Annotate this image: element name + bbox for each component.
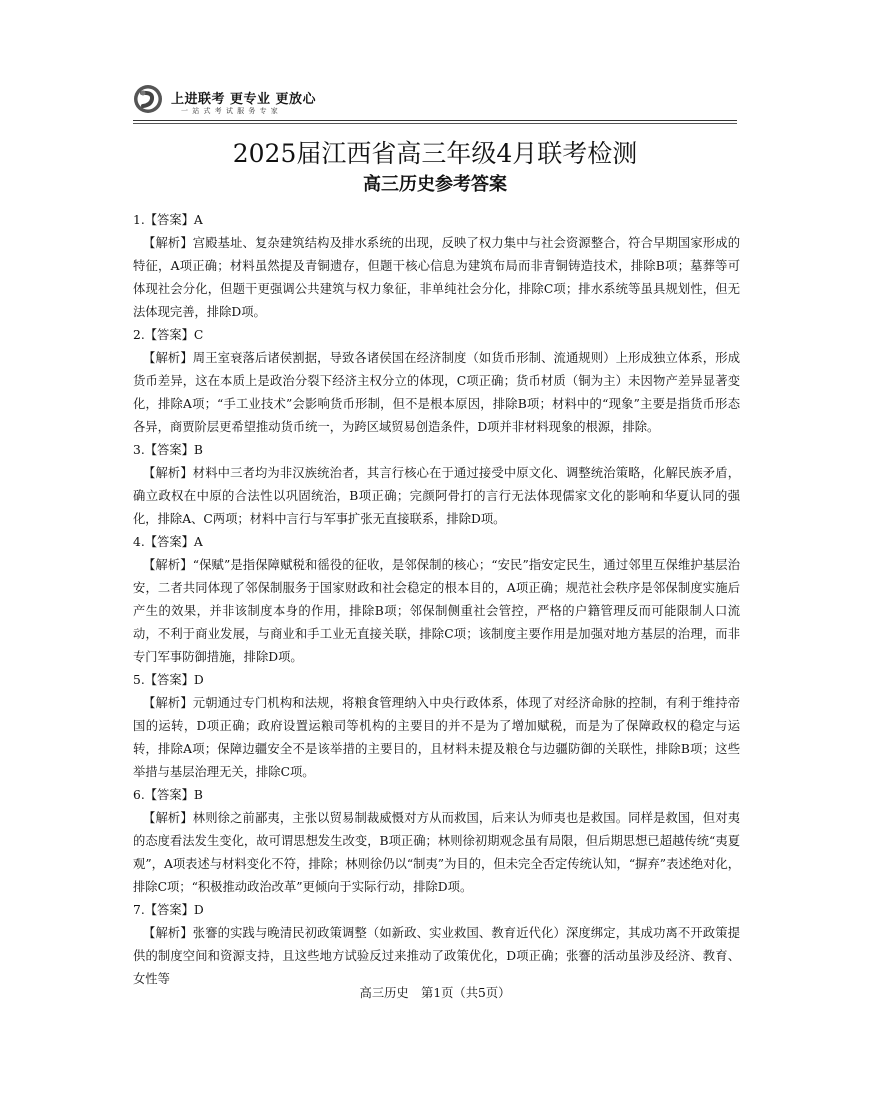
answer-line: 1.【答案】A	[133, 213, 203, 227]
question-item	[133, 784, 740, 899]
explanation: 【解析】宫殿基址、复杂建筑结构及排水系统的出现，反映了权力集中与社会资源整合，符合早期国家形成的特征，A项正确；材料虽然提及青铜遗存，但题干核心信息为建筑布局而非青铜铸造技术，排除B项；墓葬等可体现社会分化，但题干更强调公共建筑与权力象征，非单纯社会分化，排除C项；排水系统等虽具规划性，但无法体现完善，排除D项。	[133, 236, 740, 319]
page-title: 2025届江西省高三年级4月联考检测	[232, 139, 638, 168]
explanation: 【解析】元朝通过专门机构和法规，将粮食管理纳入中央行政体系，体现了对经济命脉的控制，有利于维持帝国的运转，D项正确；政府设置运粮司等机构的主要目的并不是为了增加赋税，而是为了保障政权的稳定与运转，排除A项；保障边疆安全不是该举措的主要目的，且材料未提及粮仓与边疆防御的关联性，排除B项；这些举措与基层治理无关，排除C项。	[133, 696, 740, 779]
question-item	[133, 439, 740, 531]
explanation: 【解析】“保赋”是指保障赋税和徭役的征收，是邻保制的核心；“安民”指安定民生，通过邻里互保维护基层治安，二者共同体现了邻保制服务于国家财政和社会稳定的根本目的，A项正确；规范社会秩序是邻保制度实施后产生的效果，并非该制度本身的作用，排除B项；邻保制侧重社会管控，严格的户籍管理反而可能限制人口流动，不利于商业发展，与商业和手工业无直接关联，排除C项；该制度主要作用是加强对地方基层的治理，而非专门军事防御措施，排除D项。	[133, 558, 740, 664]
brand-logo-icon	[133, 84, 163, 114]
explanation: 【解析】张謇的实践与晚清民初政策调整（如新政、实业救国、教育近代化）深度绑定，其成功离不开政策提供的制度空间和资源支持，且这些地方试验反过来推动了政策优化，D项正确；张謇的活动虽涉及经济、教育、女性等	[133, 926, 740, 986]
answer-line: 6.【答案】B	[133, 788, 203, 802]
answer-line: 7.【答案】D	[133, 903, 204, 917]
answer-line: 4.【答案】A	[133, 535, 203, 549]
answer-line: 2.【答案】C	[133, 328, 204, 342]
brand-slogan: 一 站 式 考 试 服 务 专 家	[181, 107, 279, 115]
question-item	[133, 669, 740, 784]
question-item	[133, 531, 740, 669]
explanation: 【解析】周王室衰落后诸侯割据，导致各诸侯国在经济制度（如货币形制、流通规则）上形成独立体系，形成货币差异，这在本质上是政治分裂下经济主权分立的体现，C项正确；货币材质（铜为主）未因物产差异显著变化，排除A项；“手工业技术”会影响货币形制，但不是根本原因，排除B项；材料中的“现象”主要是指货币形态各异，商贾阶层更希望推动货币统一，为跨区域贸易创造条件，D项并非材料现象的根源，排除。	[133, 351, 740, 434]
question-item	[133, 209, 740, 324]
header-banner	[133, 82, 733, 122]
question-item	[133, 324, 740, 439]
page-footer: 高三历史 第1页（共5页）	[359, 986, 511, 1000]
explanation: 【解析】材料中三者均为非汉族统治者，其言行核心在于通过接受中原文化、调整统治策略，化解民族矛盾，确立政权在中原的合法性以巩固统治，B项正确；完颜阿骨打的言行无法体现儒家文化的影响和华夏认同的强化，排除A、C两项；材料中言行与军事扩张无直接联系，排除D项。	[133, 466, 740, 526]
answer-line: 3.【答案】B	[133, 443, 203, 457]
question-item	[133, 899, 740, 991]
header-rule	[133, 120, 737, 121]
header-rule-thin	[133, 123, 737, 124]
page-subtitle: 高三历史参考答案	[363, 174, 507, 195]
explanation: 【解析】林则徐之前鄙夷，主张以贸易制裁威慑对方从而救国，后来认为师夷也是救国。同样是救国，但对夷的态度看法发生变化，故可谓思想发生改变，B项正确；林则徐初期观念虽有局限，但后期思想已超越传统“夷夏观”，A项表述与材料变化不符，排除；林则徐仍以“制夷”为目的，但未完全否定传统认知，“摒弃”表述绝对化，排除C项；“积极推动政治改革”更倾向于实际行动，排除D项。	[133, 811, 740, 894]
answer-line: 5.【答案】D	[133, 673, 204, 687]
brand-name: 上进联考 更专业 更放心	[171, 92, 317, 107]
answer-list	[133, 209, 740, 991]
